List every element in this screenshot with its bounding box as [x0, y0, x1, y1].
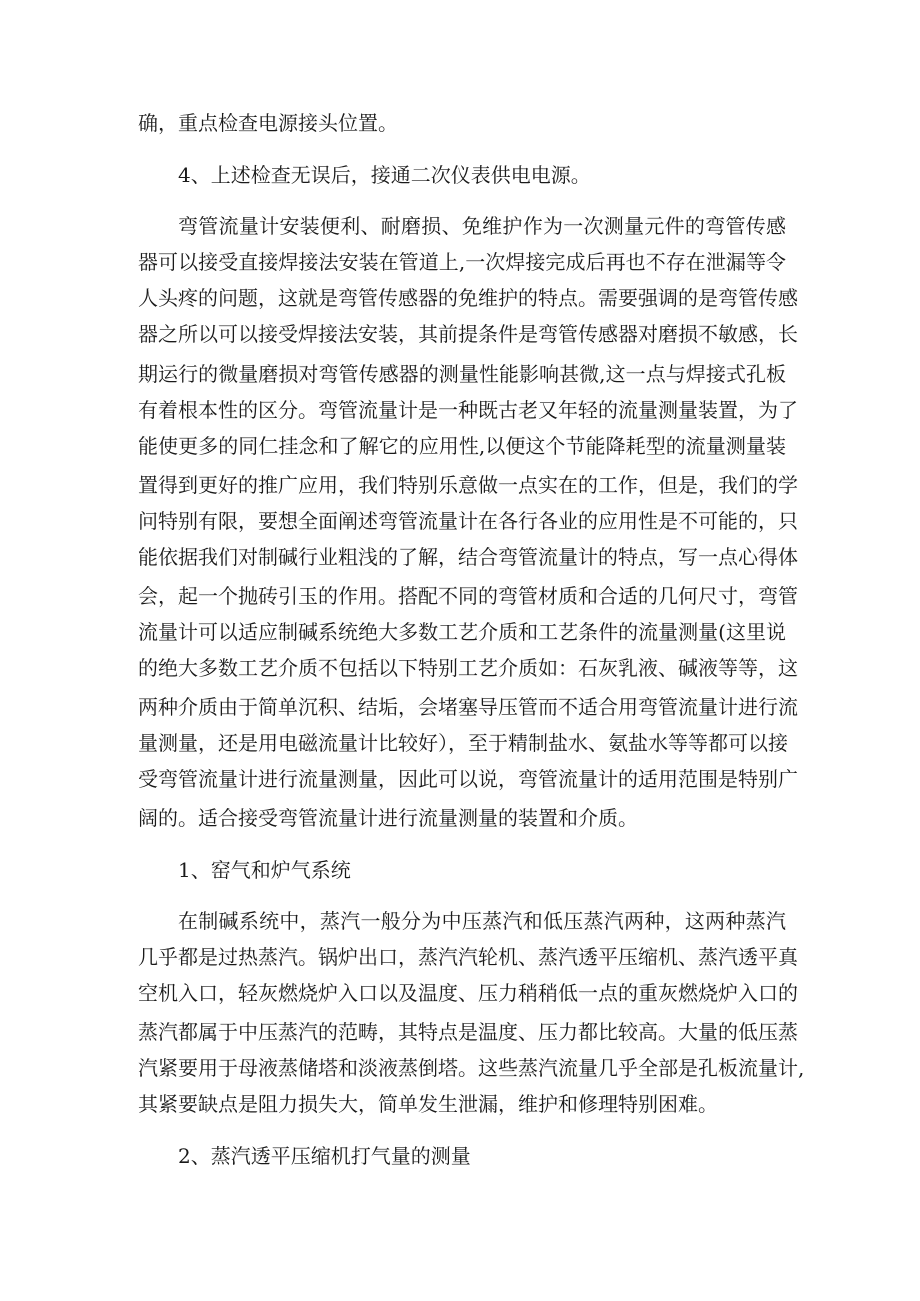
text-line: 受弯管流量计进行流量测量，因此可以说，弯管流量计的适用范围是特别广	[138, 767, 798, 791]
text-line: 能使更多的同仁挂念和了解它的应用性,以便这个节能降耗型的流量测量装	[138, 434, 786, 458]
text-line: 器可以接受直接焊接法安装在管道上,一次焊接完成后再也不存在泄漏等令	[138, 250, 786, 274]
text-line: 4、上述检查无误后，接通二次仪表供电电源。	[178, 163, 591, 187]
text-line: 能依据我们对制碱行业粗浅的了解，结合弯管流量计的特点，写一点心得体	[138, 545, 798, 569]
text-line: 汽紧要用于母液蒸储塔和淡液蒸倒塔。这些蒸汽流量几乎全部是孔板流量计,	[138, 1056, 805, 1080]
text-line: 两种介质由于简单沉积、结垢，会堵塞导压管而不适合用弯管流量计进行流	[138, 695, 798, 719]
text-line: 有着根本性的区分。弯管流量计是一种既古老又年轻的流量测量装置，为了	[138, 398, 798, 422]
text-line: 人头疼的问题，这就是弯管传感器的免维护的特点。需要强调的是弯管传感	[138, 286, 798, 310]
text-line: 期运行的微量磨损对弯管传感器的测量性能影响甚微,这一点与焊接式孔板	[138, 362, 786, 386]
text-line: 其紧要缺点是阻力损失大，简单发生泄漏，维护和修理特别困难。	[138, 1092, 718, 1116]
text-line: 阔的。适合接受弯管流量计进行流量测量的装置和介质。	[138, 806, 638, 830]
text-line: 蒸汽都属于中压蒸汽的范畴，其特点是温度、压力都比较高。大量的低压蒸	[138, 1020, 798, 1044]
text-line: 流量计可以适应制碱系统绝大多数工艺介质和工艺条件的流量测量(这里说	[138, 620, 786, 644]
text-line: 问特别有限，要想全面阐述弯管流量计在各行各业的应用性是不可能的，只	[138, 509, 798, 533]
text-line: 的绝大多数工艺介质不包括以下特别工艺介质如：石灰乳液、碱液等等，这	[138, 656, 798, 680]
text-line: 置得到更好的推广应用，我们特别乐意做一点实在的工作，但是，我们的学	[138, 473, 798, 497]
text-line: 确，重点检查电源接头位置。	[138, 111, 398, 135]
section-heading: 2、蒸汽透平压缩机打气量的测量	[178, 1144, 471, 1168]
text-line: 量测量，还是用电磁流量计比较好），至于精制盐水、氨盐水等等都可以接	[138, 731, 788, 755]
text-line: 弯管流量计安装便利、耐磨损、免维护作为一次测量元件的弯管传感	[178, 214, 786, 238]
text-line: 几乎都是过热蒸汽。锅炉出口，蒸汽汽轮机、蒸汽透平压缩机、蒸汽透平真	[138, 945, 798, 969]
text-line: 空机入口，轻灰燃烧炉入口以及温度、压力稍稍低一点的重灰燃烧炉入口的	[138, 981, 798, 1005]
text-line: 会，起一个抛砖引玉的作用。搭配不同的弯管材质和合适的几何尺寸，弯管	[138, 584, 798, 608]
section-heading: 1、窑气和炉气系统	[178, 858, 351, 882]
text-line: 器之所以可以接受焊接法安装，其前提条件是弯管传感器对磨损不敏感，长	[138, 322, 798, 346]
text-line: 在制碱系统中，蒸汽一般分为中压蒸汽和低压蒸汽两种，这两种蒸汽	[178, 909, 786, 933]
